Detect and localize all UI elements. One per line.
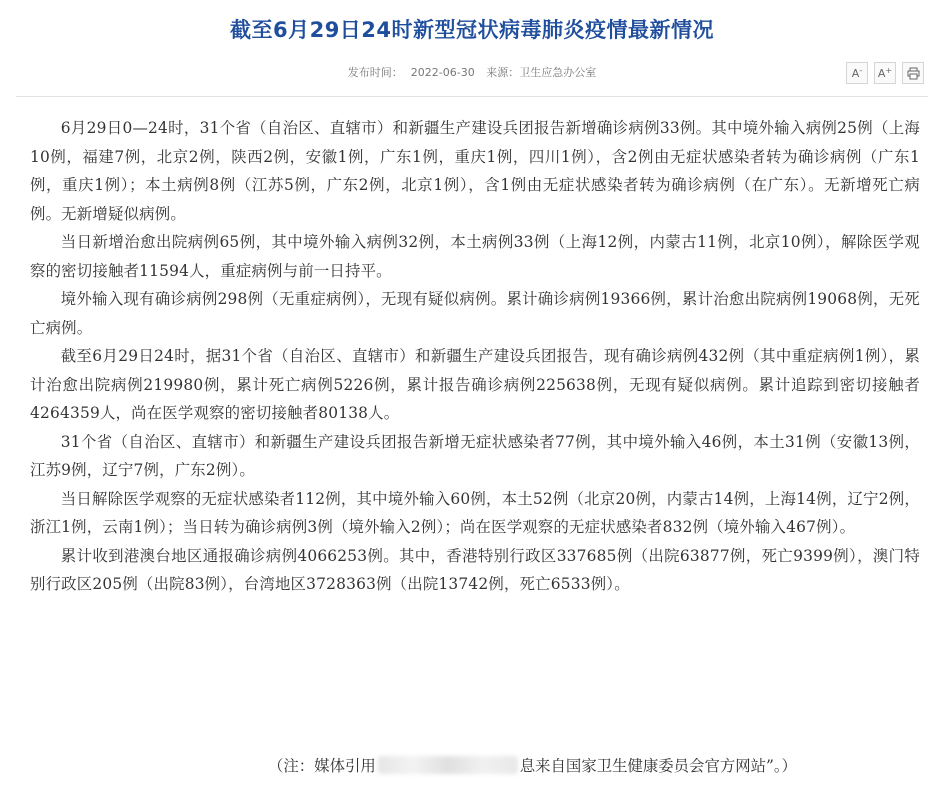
paragraph-3: 境外输入现有确诊病例298例（无重症病例），无现有疑似病例。累计确诊病例19366例，累计治愈出院病例19068例，无死亡病例。	[30, 290, 920, 337]
paragraph-2: 当日新增治愈出院病例65例，其中境外输入病例32例，本土病例33例（上海12例，内蒙古11例，北京10例），解除医学观察的密切接触者11594人，重症病例与前一日持平。	[30, 233, 920, 280]
paragraph-6: 当日解除医学观察的无症状感染者112例，其中境外输入60例，本土52例（北京20例，内蒙古14例，上海14例，辽宁2例，浙江1例，云南1例）；当日转为确诊病例3例（境外输入2例）；尚在医学观察的无症状感染者832例（境外输入467例）。	[30, 489, 920, 536]
note-prefix: （注：媒体引用	[268, 757, 376, 775]
plus-icon: +	[885, 65, 893, 75]
source: 卫生应急办公室	[519, 66, 597, 79]
paragraph-7: 累计收到港澳台地区通报确诊病例4066253例。其中，香港特别行政区337685例（出院63877例，死亡9399例），澳门特别行政区205例（出院83例），台湾地区3728363例（出院13742例，死亡6533例）。	[30, 546, 920, 593]
minus-icon: -	[859, 65, 863, 75]
divider	[16, 96, 928, 97]
toolbar	[846, 62, 924, 84]
blurred-region	[378, 756, 518, 774]
font-larger-button[interactable]: A +	[874, 62, 896, 84]
publish-date-label: 发布时间：	[347, 66, 403, 79]
article-meta	[0, 64, 944, 80]
source-label: 来源：	[486, 66, 520, 79]
printer-icon	[907, 67, 920, 80]
citation-note	[268, 754, 797, 776]
note-suffix: 息来自国家卫生健康委员会官方网站”。）	[519, 757, 797, 775]
paragraph-4: 截至6月29日24时，据31个省（自治区、直辖市）和新疆生产建设兵团报告，现有确诊病例432例（其中重症病例1例），累计治愈出院病例219980例，累计死亡病例5226例，累计报告确诊病例225638例，无现有疑似病例。累计追踪到密切接触者4264359人，尚在医学观察的密切接触者80138人。	[30, 347, 920, 422]
article-title: 截至6月29日24时新型冠状病毒肺炎疫情最新情况	[229, 18, 715, 42]
paragraph-1: 6月29日0—24时，31个省（自治区、直辖市）和新疆生产建设兵团报告新增确诊病例33例。其中境外输入病例25例（上海10例，福建7例，北京2例，陕西2例，安徽1例，广东1例，重庆1例，四川1例），含2例由无症状感染者转为确诊病例（广东1例，重庆1例）；本土病例8例（江苏5例，广东2例，北京1例），含1例由无症状感染者转为确诊病例（在广东）。无新增死亡病例。无新增疑似病例。	[30, 119, 920, 223]
publish-date: 2022-06-30	[410, 66, 475, 79]
article-body	[30, 114, 920, 599]
paragraph-5: 31个省（自治区、直辖市）和新疆生产建设兵团报告新增无症状感染者77例，其中境外输入46例，本土31例（安徽13例，江苏9例，辽宁7例，广东2例）。	[30, 432, 920, 479]
font-smaller-button[interactable]: A -	[846, 62, 868, 84]
print-button[interactable]	[902, 62, 924, 84]
